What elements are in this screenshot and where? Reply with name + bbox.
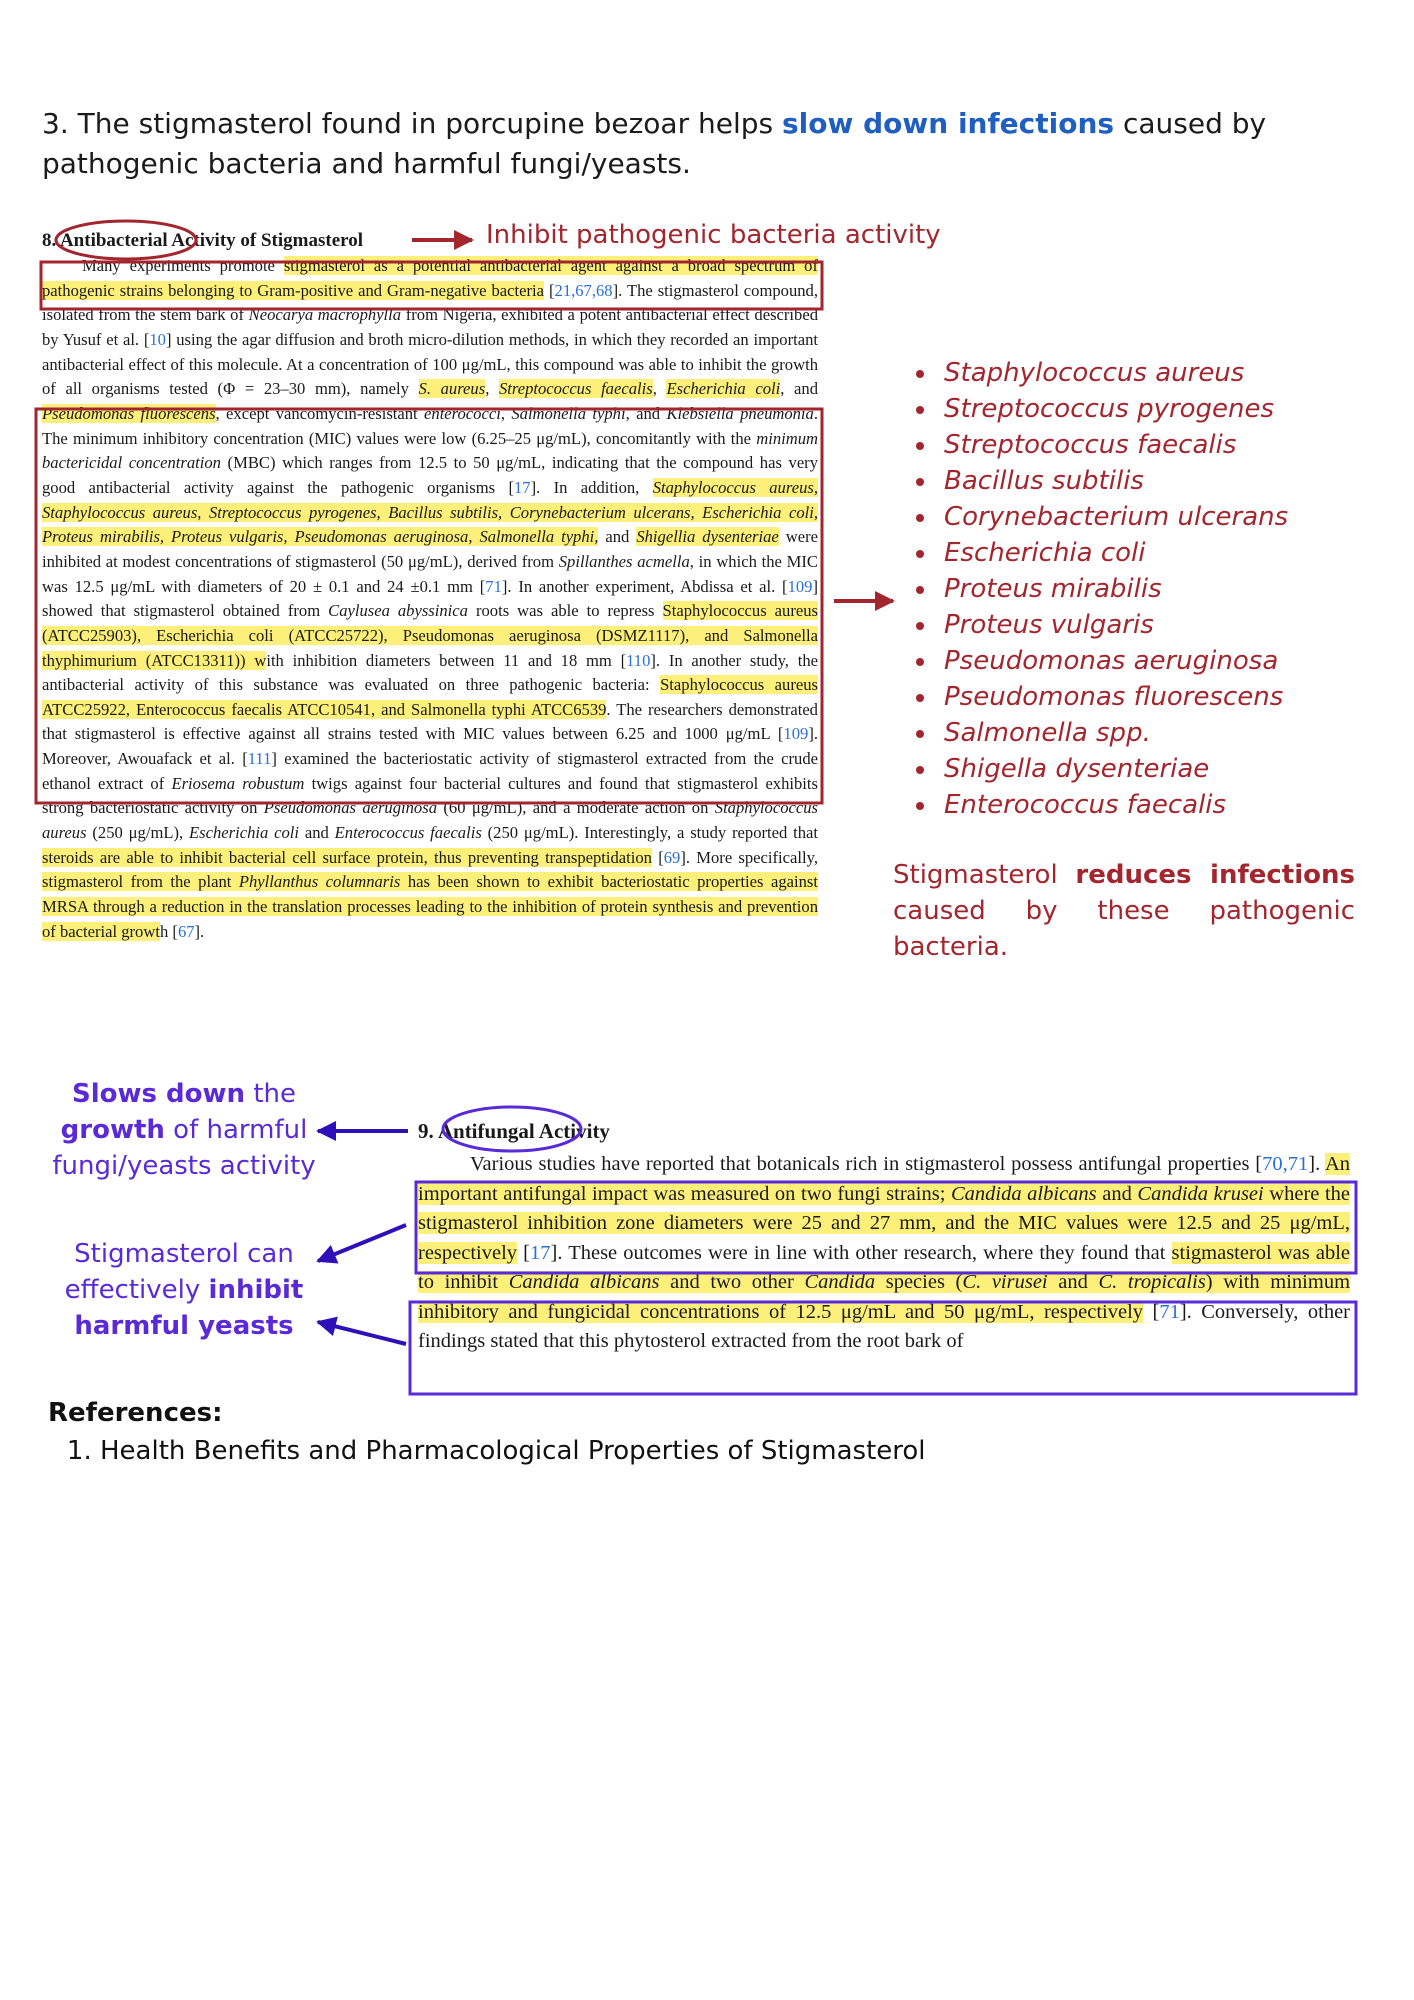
citation-link[interactable]: 109 bbox=[787, 576, 813, 596]
citation-link[interactable]: 10 bbox=[149, 329, 166, 349]
species-item: • Enterococcus faecalis bbox=[938, 787, 1288, 823]
species-item: • Pseudomonas fluorescens bbox=[938, 679, 1288, 715]
heading-number: 3. bbox=[42, 107, 69, 140]
heading-text-2: caused by pathogenic bacteria and harmful fungi/yeasts. bbox=[42, 107, 1267, 180]
highlight: stigmasterol as a potential antibacterial agent against a broad spectrum of pathogenic strains belonging to Gram-positive and Gram-negative bacteria bbox=[42, 256, 819, 300]
species-item: • Shigella dysenteriae bbox=[938, 751, 1288, 787]
citation-link[interactable]: 21,67,68 bbox=[554, 280, 613, 300]
species-item: • Bacillus subtilis bbox=[938, 463, 1288, 499]
antibacterial-circle bbox=[56, 221, 196, 259]
citation-link[interactable]: 17 bbox=[513, 477, 531, 497]
citation-link[interactable]: 70,71 bbox=[1262, 1153, 1309, 1175]
antifungal-section-number: 9. bbox=[418, 1119, 434, 1143]
species-item: • Staphylococcus aureus bbox=[938, 355, 1288, 391]
antifungal-box-1 bbox=[416, 1182, 1356, 1273]
antibacterial-section-name: Antibacterial Activity of Stigmasterol bbox=[59, 230, 364, 251]
citation-link[interactable]: 71 bbox=[485, 576, 502, 596]
citation-link[interactable]: 111 bbox=[247, 749, 272, 769]
antifungal-box-2 bbox=[410, 1302, 1356, 1394]
heading-text-1: The stigmasterol found in porcupine bezoar helps bbox=[77, 107, 783, 140]
antibacterial-annotation: Inhibit pathogenic bacteria activity bbox=[486, 220, 941, 250]
antifungal-section-name: Antifungal Activity bbox=[437, 1119, 610, 1143]
antifungal-paragraph: Various studies have reported that botanicals rich in stigmasterol possess antifungal properties [70,71]. An important antifungal impact was measured on two fungi strains; Candida albicans and Candida krusei where the stigmasterol inhibition zone diameters were 25 and 27 mm, and the MIC values were 12.5 and 25 μg/mL, respectively [17]. These outcomes were in line with other research, where they found that stigmasterol was able to inhibit Candida albicans and two other Candida species (C. virusei and C. tropicalis) with minimum inhibitory and fungicidal concentrations of 12.5 μg/mL and 50 μg/mL, respectively [71]. Conversely, other findings stated that this phytosterol extracted from the root bark of bbox=[418, 1153, 1351, 1352]
antifungal-circle bbox=[443, 1107, 581, 1151]
species-item: • Corynebacterium ulcerans bbox=[938, 499, 1288, 535]
reference-item: 1. Health Benefits and Pharmacological Properties of Stigmasterol bbox=[100, 1432, 1048, 1470]
species-item: • Proteus vulgaris bbox=[938, 607, 1288, 643]
antibacterial-summary: Stigmasterol reduces infections caused by these pathogenic bacteria. bbox=[893, 860, 1355, 962]
citation-link[interactable]: 17 bbox=[530, 1241, 551, 1264]
citation-link[interactable]: 109 bbox=[783, 724, 809, 744]
citation-link[interactable]: 67 bbox=[177, 921, 195, 941]
antifungal-box2-arrow bbox=[318, 1322, 406, 1344]
references-title: References: bbox=[48, 1398, 223, 1428]
species-item: • Streptococcus faecalis bbox=[938, 427, 1288, 463]
antifungal-note-yeasts: Stigmasterol can effectively inhibit harmful yeasts bbox=[64, 1239, 304, 1341]
species-item: • Proteus mirabilis bbox=[938, 571, 1288, 607]
citation-link[interactable]: 71 bbox=[1159, 1300, 1180, 1323]
citation-link[interactable]: 110 bbox=[626, 650, 651, 670]
antibacterial-section-number: 8. bbox=[42, 230, 57, 251]
antifungal-box1-arrow bbox=[318, 1225, 406, 1261]
antifungal-note-growth: Slows down the growth of harmful fungi/yeasts activity bbox=[52, 1079, 316, 1181]
species-item: • Pseudomonas aeruginosa bbox=[938, 643, 1288, 679]
species-item: • Salmonella spp. bbox=[938, 715, 1288, 751]
heading-highlight: slow down infections bbox=[782, 107, 1115, 140]
antibacterial-box-top bbox=[41, 262, 822, 309]
antibacterial-box-main bbox=[36, 409, 822, 803]
antibacterial-paragraph: Many experiments promote stigmasterol as a potential antibacterial agent against a broad spectrum of pathogenic strains belonging to Gram-positive and Gram-negative bacteria [21,67,68]. The stigmasterol compound, isolated from the stem bark of Neocarya macrophylla from Nigeria, exhibited a potent antibacterial effect described by Yusuf et al. [10] using the agar diffusion and broth micro-dilution methods, in which they recorded an important antibacterial effect of this molecule. At a concentration of 100 μg/mL, this compound was able to inhibit the growth of all organisms tested (Φ = 23–30 mm), namely S. aureus, Streptococcus faecalis, Escherichia coli, and Pseudomonas fluorescens, except vancomycin-resistant enterococci, Salmonella typhi, and Klebsiella pneumonia. The minimum inhibitory concentration (MIC) values were low (6.25–25 μg/mL), concomitantly with the minimum bactericidal concentration (MBC) which ranges from 12.5 to 50 μg/mL, indicating that the compound has very good antibacterial activity against the pathogenic organisms [17]. In addition, Staphylococcus aureus, Staphylococcus aureus, Streptococcus pyrogenes, Bacillus subtilis, Corynebacterium ulcerans, Escherichia coli, Proteus mirabilis, Proteus vulgaris, Pseudomonas aeruginosa, Salmonella typhi, and Shigellia dysenteriae were inhibited at modest concentrations of stigmasterol (50 μg/mL), derived from Spillanthes acmella, in which the MIC was 12.5 μg/mL with diameters of 20 ± 0.1 and 24 ±0.1 mm [71]. In another experiment, Abdissa et al. [109] showed that stigmasterol obtained from Caylusea abyssinica roots was able to repress Staphylococcus aureus (ATCC25903), Escherichia coli (ATCC25722), Pseudomonas aeruginosa (DSMZ1117), and Salmonella thyphimurium (ATCC13311)) with inhibition diameters between 11 and 18 mm [110]. In another study, the antibacterial activity of this substance was evaluated on three pathogenic bacteria: Staphylococcus aureus ATCC25922, Enterococcus faecalis ATCC10541, and Salmonella typhi ATCC6539. The researchers demonstrated that stigmasterol is effective against all strains tested with MIC values between 6.25 and 1000 μg/mL [109]. Moreover, Awouafack et al. [111] examined the bacteriostatic activity of stigmasterol extracted from the crude ethanol extract of Eriosema robustum twigs against four bacterial cultures and found that stigmasterol exhibits strong bacteriostatic activity on Pseudomonas aeruginosa (60 μg/mL), and a moderate action on Staphylococcus aureus (250 μg/mL), Escherichia coli and Enterococcus faecalis (250 μg/mL). Interestingly, a study reported that steroids are able to inhibit bacterial cell surface protein, thus preventing transpeptidation [69]. More specifically, stigmasterol from the plant Phyllanthus columnaris has been shown to exhibit bacteriostatic properties against MRSA through a reduction in the translation processes leading to the inhibition of protein synthesis and prevention of bacterial growth [67]. bbox=[42, 256, 819, 941]
species-item: • Escherichia coli bbox=[938, 535, 1288, 571]
species-item: • Streptococcus pyrogenes bbox=[938, 391, 1288, 427]
citation-link[interactable]: 69 bbox=[663, 847, 681, 867]
